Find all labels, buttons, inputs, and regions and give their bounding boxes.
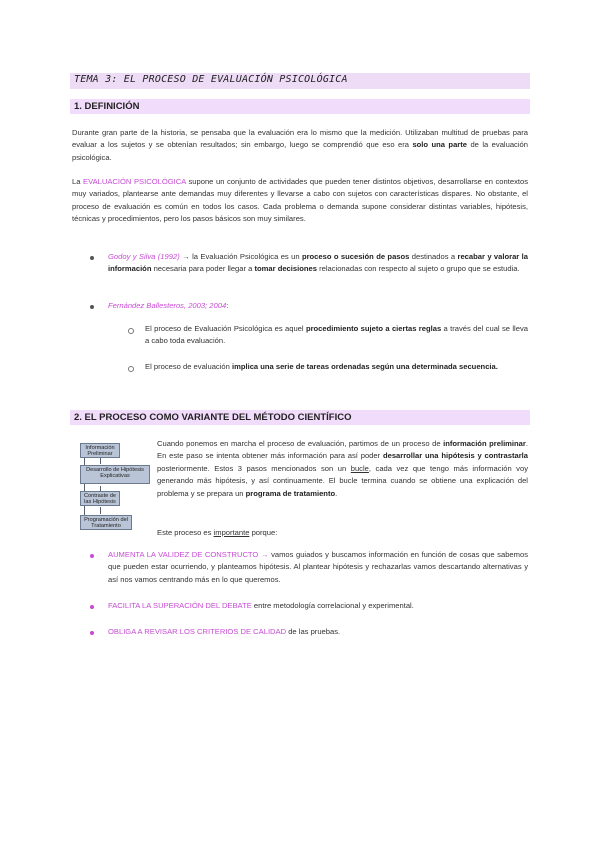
bullet-criterios-calidad: OBLIGA A REVISAR LOS CRITERIOS DE CALIDAD de las pruebas. [108,627,341,636]
process-diagram [70,440,152,535]
sub-bullet-marker [128,328,134,334]
bullet-marker [90,256,94,260]
bullet-validez-constructo: AUMENTA LA VALIDEZ DE CONSTRUCTO → vamos guiados y buscamos información en función de cosas que sabemos que pueden estar ocurriendo, y planteamos hipótesis. Al plantear hipótesis y rechazarlas vamos descartando alternativas y así nos vamos centrando más en lo que queremos. [108,550,528,584]
section-1-paragraph-2: La EVALUACIÓN PSICOLÓGICA supone un conjunto de actividades que pueden tener distintos objetivos, desarrollarse en contextos muy variados, plantearse ante demandas muy diferentes y llevarse a cabo con sujetos con características dispares. No obstante, el proceso de evaluación es común en todos los casos. Cada problema o demanda supone considerar distintas variables, hipótesis, técnicas y procedimientos, pero los pasos básicos son muy similares. [72,177,528,224]
section-1-paragraph-1: Durante gran parte de la historia, se pensaba que la evaluación era lo mismo que la medición. Utilizaban multitud de pruebas para evaluar a los sujetos y se obtenían resultados; sin embargo, luego se comprendió que eso era solo una parte de la evaluación psicológica. [72,128,528,162]
sub-bullet-2: El proceso de evaluación implica una serie de tareas ordenadas según una determinada secuencia. [145,362,498,371]
bullet-marker [90,605,94,609]
diagram-connector [100,507,101,514]
diagram-connector [100,458,101,464]
bullet-marker [90,554,94,558]
bullet-marker [90,305,94,309]
section-2-paragraph-1: Cuando ponemos en marcha el proceso de evaluación, partimos de un proceso de información preliminar. En este paso se intenta obtener más información para así poder desarrollar una hipótesis y contrastarla posteriormente. Estos 3 pasos mencionados son un bucle, cada vez que tengo más información voy generando más hipótesis, y así continuamente. El bucle termina cuando se obtiene una explicación del problema y se prepara un programa de tratamiento. [157,439,528,498]
bullet-superacion-debate: FACILITA LA SUPERACIÓN DEL DEBATE entre metodología correlacional y experimental. [108,601,414,610]
section-2-heading: 2. EL PROCESO COMO VARIANTE DEL MÉTODO CIENTÍFICO [74,412,352,423]
section-1-heading: 1. DEFINICIÓN [74,101,140,112]
bullet-fernandez-ballesteros: Fernández Ballesteros, 2003; 2004: [108,301,229,310]
diagram-loop-line [84,451,85,523]
bullet-marker [90,631,94,635]
document-title: TEMA 3: EL PROCESO DE EVALUACIÓN PSICOLÓGICA [74,74,348,85]
section-2-paragraph-2: Este proceso es importante porque: [157,528,278,537]
term-evaluacion-psicologica: EVALUACIÓN PSICOLÓGICA [83,177,186,186]
sub-bullet-marker [128,366,134,372]
bullet-godoy-silva: Godoy y Silva (1992) → la Evaluación Psicológica es un proceso o sucesión de pasos destinados a recabar y valorar la información necesaria para poder llegar a tomar decisiones relacionadas con respecto al sujeto o grupo que se estudia. [108,252,528,274]
diagram-box-informacion: Información Preliminar [80,443,120,458]
diagram-box-hipotesis: Desarrollo de Hipótesis Explicativas [80,465,150,484]
diagram-box-tratamiento: Programación del Tratamiento [80,515,132,530]
sub-bullet-1: El proceso de Evaluación Psicológica es aquel procedimiento sujeto a ciertas reglas a través del cual se lleva a cabo toda evaluación. [145,324,528,346]
diagram-box-contraste: Contraste de las Hipótesis [80,491,120,506]
